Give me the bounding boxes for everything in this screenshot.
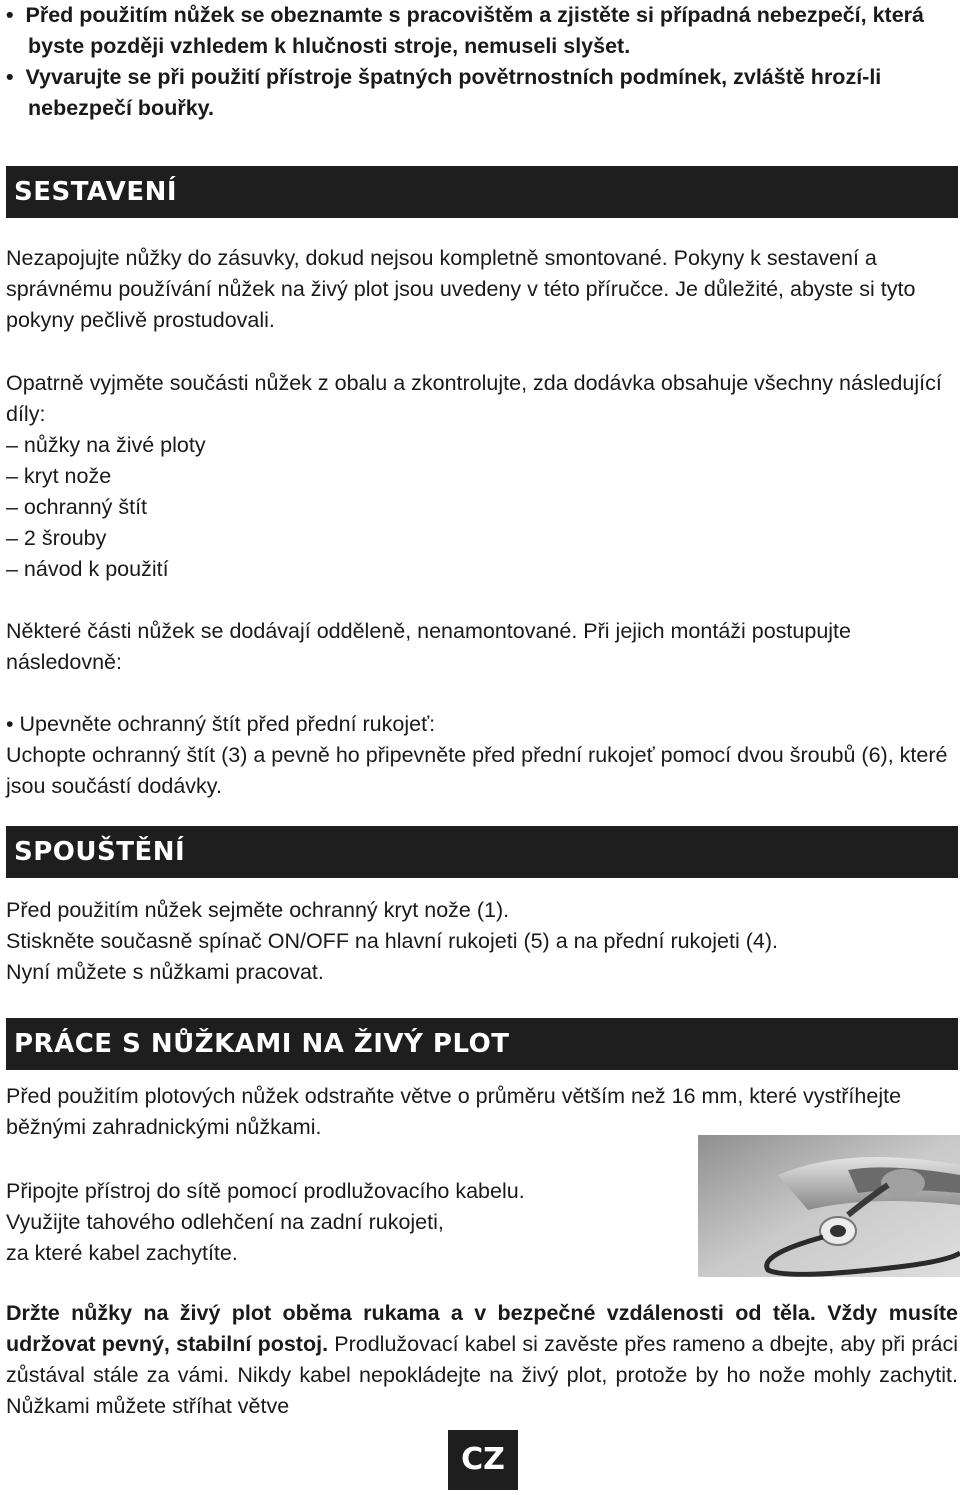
parts-list-item: – ochranný štít bbox=[6, 495, 148, 519]
mount-step bbox=[6, 709, 958, 802]
section-heading-spousteni: SPOUŠTĚNÍ bbox=[6, 826, 958, 878]
cable-instructions: Připojte přístroj do sítě pomocí prodlužovacího kabelu. Využijte tahového odlehčení na zadní rukojeti, za které kabel zachytíte. bbox=[6, 1179, 525, 1265]
prace-intro: Před použitím plotových nůžek odstraňte větve o průměru větším než 16 mm, které vystříhejte běžnými zahradnickými nůžkami. bbox=[6, 1084, 902, 1139]
parts-list-item: – nůžky na živé ploty bbox=[6, 433, 206, 457]
spousteni-text: Před použitím nůžek sejměte ochranný kryt nože (1). Stiskněte současně spínač ON/OFF na hlavní rukojeti (5) a na přední rukojeti (4). Nyní můžete s nůžkami pracovat. bbox=[6, 898, 778, 984]
section-heading-prace: PRÁCE S NŮŽKAMI NA ŽIVÝ PLOT bbox=[6, 1018, 958, 1070]
safety-bullet: • Před použitím nůžek se obeznamte s pracovištěm a zjistěte si případná nebezpečí, která byste později vzhledem k hlučnosti stroje, nemuseli slyšet. bbox=[6, 3, 924, 58]
parts-list-item: – 2 šrouby bbox=[6, 526, 107, 550]
sestaveni-intro: Nezapojujte nůžky do zásuvky, dokud nejsou kompletně smontované. Pokyny k sestavení a správnému používání nůžek na živý plot jsou uvedeny v této příručce. Je důležité, abyste si tyto pokyny pečlivě prostudovali. bbox=[6, 246, 916, 332]
safety-bullet: • Vyvarujte se při použití přístroje špatných povětrnostních podmínek, zvláště hrozí-li nebezpečí bouřky. bbox=[6, 65, 882, 120]
parts-intro: Opatrně vyjměte součásti nůžek z obalu a zkontrolujte, zda dodávka obsahuje všechny následující díly: bbox=[6, 371, 942, 426]
handling-paragraph: Držte nůžky na živý plot oběma rukama a v bezpečné vzdálenosti od těla. Vždy musíte udržovat pevný, stabilní postoj. Prodlužovací kabel si zavěste přes rameno a dbejte, aby při práci zůstával stále za vámi. Nikdy kabel nepokládejte na živý plot, protože by ho nože mohly zachytit. Nůžkami můžete stříhat větve bbox=[6, 1301, 958, 1418]
mount-step-text: Uchopte ochranný štít (3) a pevně ho připevněte před přední rukojeť pomocí dvou šroubů (6), které jsou součástí dodávky. bbox=[6, 743, 948, 798]
cable-strain-relief-photo bbox=[698, 1135, 960, 1277]
parts-section bbox=[6, 368, 958, 585]
parts-list-item: – kryt nože bbox=[6, 464, 112, 488]
page-language-label: CZ bbox=[448, 1430, 518, 1490]
separate-note: Některé části nůžek se dodávají odděleně, nenamontované. Při jejich montáži postupujte následovně: bbox=[6, 619, 851, 674]
section-heading-sestaveni: SESTAVENÍ bbox=[6, 166, 958, 218]
mount-step-title: • Upevněte ochranný štít před přední rukojeť: bbox=[6, 712, 436, 736]
parts-list-item: – návod k použití bbox=[6, 557, 169, 581]
safety-bullet-list bbox=[6, 0, 956, 124]
